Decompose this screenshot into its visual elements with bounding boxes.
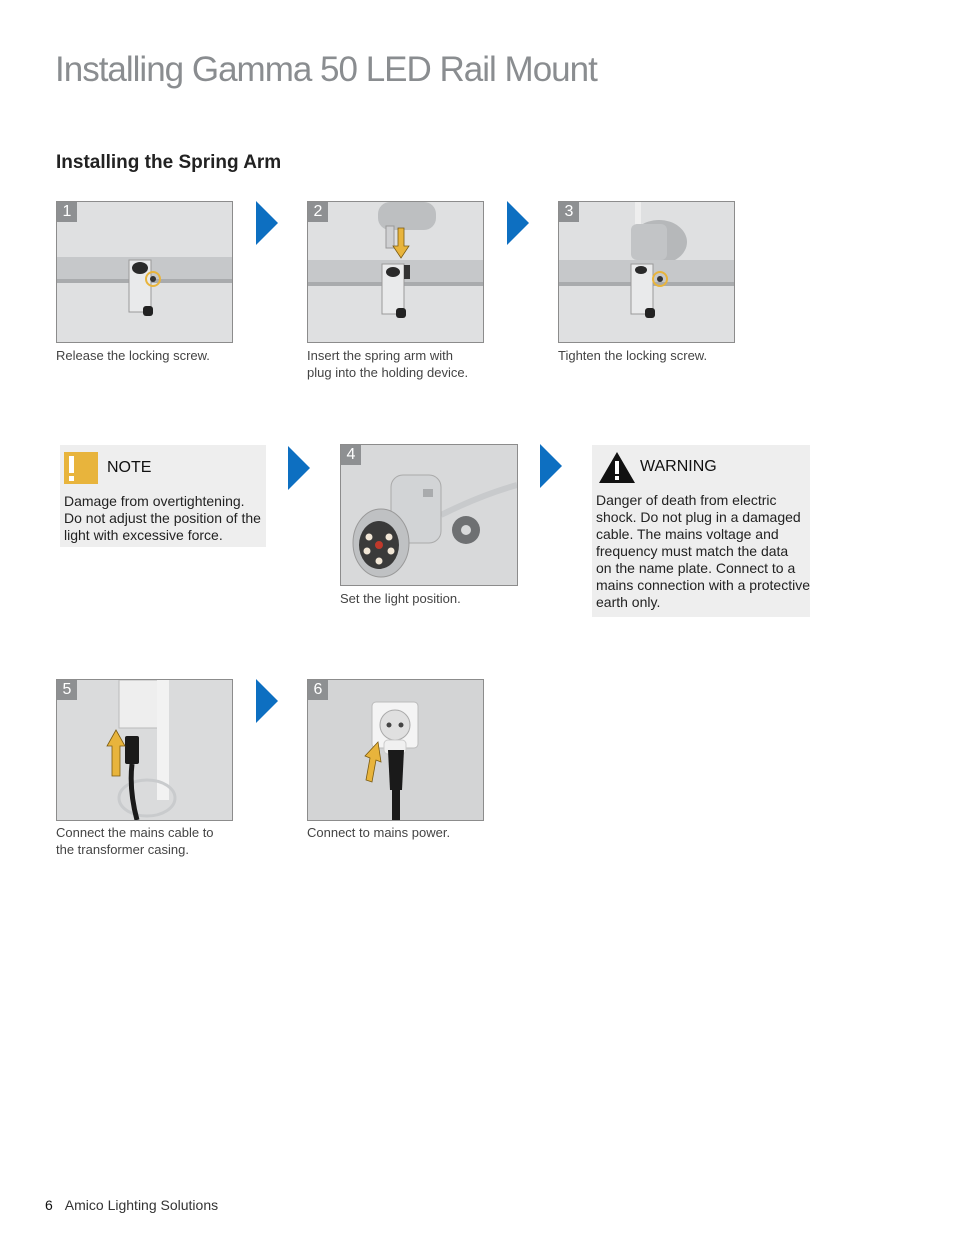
warning-heading: WARNING [640,458,717,475]
note-box [60,445,266,547]
step-3-photo [558,201,735,343]
step-6-photo [307,679,484,821]
step-3-caption: Tighten the locking screw. [558,348,708,363]
step-1-badge: 1 [57,202,77,222]
step-1-illustration [57,202,232,342]
step-5-illustration [57,680,232,820]
next-arrow-icon [507,201,529,245]
step-2-caption: Insert the spring arm with plug into the holding device. [307,348,469,380]
step-6-badge: 6 [308,680,328,700]
next-arrow-icon [256,201,278,245]
step-2-illustration [308,202,483,342]
page-footer [45,1197,218,1213]
footer-company: Amico Lighting Solutions [64,1197,219,1213]
step-4-badge: 4 [341,445,361,465]
next-arrow-icon [540,444,562,488]
page-title: Installing Gamma 50 LED Rail Mount [55,50,597,89]
note-heading: NOTE [107,459,152,476]
step-5-badge: 5 [57,680,77,700]
step-2-badge: 2 [308,202,328,222]
step-1-caption: Release the locking screw. [56,348,210,363]
warning-box [592,445,810,617]
step-2-photo [307,201,484,343]
warning-text: Danger of death from electric shock. Do not plug in a damaged cable. The mains voltage and frequency must match the data on the name plate. Connect to a mains connection with a protective earth only. [596,492,810,610]
step-1-photo [56,201,233,343]
step-5-photo [56,679,233,821]
warning-triangle-icon [598,451,636,484]
step-4-caption: Set the light position. [340,591,461,606]
next-arrow-icon [256,679,278,723]
step-3-illustration [559,202,734,342]
step-5-caption: Connect the mains cable to the transformer casing. [56,825,214,857]
step-3-badge: 3 [559,202,579,222]
page-number: 6 [45,1197,53,1213]
note-text: Damage from overtightening. Do not adjust the position of the light with excessive force. [64,493,261,543]
section-title: Installing the Spring Arm [56,152,282,173]
step-6-illustration [308,680,483,820]
step-6-caption: Connect to mains power. [307,825,451,840]
step-4-photo [340,444,518,586]
next-arrow-icon [288,446,310,490]
step-4-illustration [341,445,517,585]
note-icon [64,452,98,484]
